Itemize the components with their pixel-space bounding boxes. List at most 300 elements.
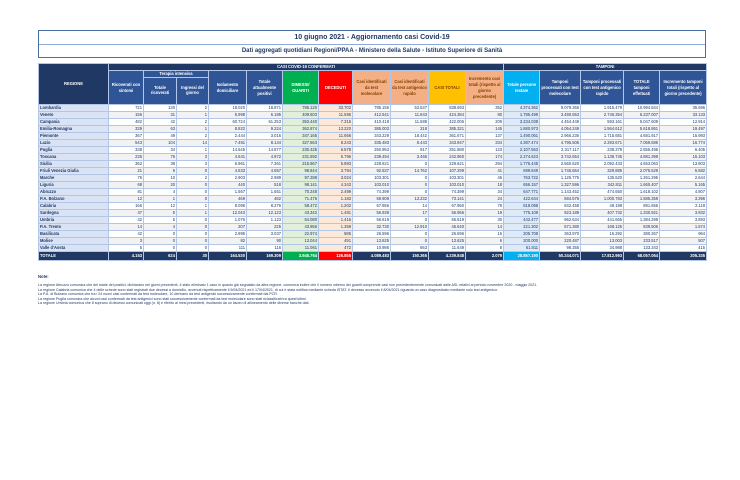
value-cell: 4 <box>144 189 177 196</box>
report-subtitle: Dati aggregati quotidiani Regioni/PPAA - Ministero della Salute - Istituto Superiore di Sanità <box>241 48 503 54</box>
value-cell: 2 <box>177 175 209 182</box>
group-header-icu: Terapia intensiva <box>144 71 209 78</box>
value-cell: 1.567 <box>209 189 247 196</box>
value-cell: 2.444 <box>209 133 247 140</box>
value-cell: 339 <box>109 126 144 133</box>
value-cell: 7.491 <box>209 140 247 147</box>
table-row <box>39 168 707 175</box>
value-cell: 1.585.359 <box>624 196 660 203</box>
value-cell: 923.189 <box>540 210 581 217</box>
region-name-cell: Emilia-Romagna <box>39 126 109 133</box>
value-cell: 53.537 <box>391 105 429 112</box>
value-cell: 20 <box>144 182 177 189</box>
note-line: La regione Calabria comunica che 4 delle schede sono stati registrati due decessi a domicilio, avvenuti rispettivamente il 9/04/2021 ed il 17/04/2021, di cui è stata notifica mediante scheda ISTAT. Il decesso avvenuto il 8/04/2021 riguarda un caso diagnosticato mediante solo test antigenico. <box>38 287 498 292</box>
value-cell: 98.355 <box>540 245 581 252</box>
value-cell: 98.844 <box>283 168 319 175</box>
value-cell: 92.537 <box>353 168 391 175</box>
value-cell: 19.497 <box>660 126 707 133</box>
col-header-incremento-casi: Incremento casi totali (rispetto al giorno precedente) <box>466 71 504 105</box>
region-name-cell: Veneto <box>39 112 109 119</box>
value-cell: 34 <box>144 147 177 154</box>
col-header-casi-molecolare: Casi identificati da test molecolare <box>353 71 391 105</box>
value-cell: 18.442 <box>391 133 429 140</box>
value-cell: 5.582 <box>660 168 707 175</box>
total-value-cell: 68.057.064 <box>624 252 660 261</box>
value-cell: 207 <box>209 224 247 231</box>
value-cell: 4.972 <box>247 154 283 161</box>
total-value-cell: 126.855 <box>319 252 353 261</box>
value-cell: 663 <box>391 245 429 252</box>
table-row <box>39 119 707 126</box>
value-cell: 242.960 <box>429 154 466 161</box>
value-cell: 4.795.505 <box>540 140 581 147</box>
value-cell: 1.660.407 <box>624 182 660 189</box>
value-cell: 469 <box>209 196 247 203</box>
value-cell: 13.232 <box>391 196 429 203</box>
value-cell: 6.185 <box>247 112 283 119</box>
table-row <box>39 224 707 231</box>
value-cell: 2 <box>177 119 209 126</box>
value-cell: 785.156 <box>353 105 391 112</box>
value-cell: 2.274.623 <box>504 154 540 161</box>
value-cell: 200.000 <box>504 238 540 245</box>
value-cell: 209 <box>466 119 504 126</box>
col-header-persone-testate: Totale persone testate <box>504 71 540 105</box>
value-cell: 472 <box>319 245 353 252</box>
value-cell: 671.380 <box>540 224 581 231</box>
table-row <box>39 238 707 245</box>
value-cell: 3.742.654 <box>540 154 581 161</box>
note-line: La regione Puglia comunica che alcuni casi confermati da test antigenici sono stati successivamente confermati da test molecolare sono stati riclassificati tra quest'ultimi. <box>38 296 307 301</box>
value-cell: 0 <box>144 238 177 245</box>
value-cell: 1.000.783 <box>581 196 624 203</box>
value-cell: 49.198 <box>581 203 624 210</box>
value-cell: 380.267 <box>624 231 660 238</box>
value-cell: 10.994.844 <box>624 105 660 112</box>
value-cell: 1.183 <box>319 196 353 203</box>
value-cell: 338 <box>109 147 144 154</box>
value-cell: 145 <box>466 126 504 133</box>
value-cell: 47 <box>109 210 144 217</box>
value-cell: 26.596 <box>429 231 466 238</box>
value-cell: 1.359 <box>319 224 353 231</box>
col-header-isolamento: Isolamento domiciliare <box>209 71 247 105</box>
value-cell: 11.588 <box>391 119 429 126</box>
value-cell: 1.915.479 <box>581 105 624 112</box>
value-cell: 0 <box>177 168 209 175</box>
value-cell: 699.849 <box>504 168 540 175</box>
value-cell: 334 <box>466 140 504 147</box>
region-name-cell: Valle d'Aosta <box>39 245 109 252</box>
value-cell: 1 <box>177 112 209 119</box>
value-cell: 8.243 <box>319 140 353 147</box>
value-cell: 1.481 <box>319 210 353 217</box>
value-cell: 13.803 <box>660 161 707 168</box>
value-cell: 1 <box>177 203 209 210</box>
value-cell: 16.774 <box>660 140 707 147</box>
value-cell: 818.098 <box>504 203 540 210</box>
value-cell: 0 <box>177 196 209 203</box>
value-cell: 251.880 <box>429 147 466 154</box>
col-header-deceduti: DECEDUTI <box>319 71 353 105</box>
value-cell: 964 <box>660 231 707 238</box>
col-header-tamponi-antigenico: Tamponi processati con test antigenico rapido <box>581 71 624 105</box>
value-cell: 220.487 <box>540 238 581 245</box>
value-cell: 33.702 <box>319 105 353 112</box>
value-cell: 327.563 <box>283 140 319 147</box>
value-cell: 385.003 <box>353 126 391 133</box>
value-cell: 1.776.445 <box>504 161 540 168</box>
value-cell: 22.974 <box>283 231 319 238</box>
value-cell: 205.708 <box>504 231 540 238</box>
total-value-cell: 3.945.764 <box>283 252 319 261</box>
region-name-cell: Marche <box>39 175 109 182</box>
table-row <box>39 196 707 203</box>
value-cell: 407.732 <box>581 210 624 217</box>
value-cell: 4.454.449 <box>540 119 581 126</box>
total-value-cell: 30 <box>177 252 209 261</box>
region-name-cell: Puglia <box>39 147 109 154</box>
value-cell: 3.024 <box>319 175 353 182</box>
value-cell: 342.811 <box>581 182 624 189</box>
value-cell: 30 <box>466 217 504 224</box>
value-cell: 5.618.861 <box>624 126 660 133</box>
value-cell: 230.425 <box>283 147 319 154</box>
value-cell: 70.248 <box>283 189 319 196</box>
value-cell: 78 <box>466 203 504 210</box>
total-value-cell: 28.867.190 <box>504 252 540 261</box>
total-value-cell: 4.089.483 <box>353 252 391 261</box>
value-cell: 221.302 <box>504 224 540 231</box>
col-header-ingressi: Ingressi del giorno <box>177 78 209 105</box>
value-cell: 111 <box>209 245 247 252</box>
value-cell: 135.520 <box>581 175 624 182</box>
note-line: La P.A. di Bolzano comunica che tra i 24 nuovi casi confermati da test molecolare, 10 derivano da test antigenici successivamente confermati dal PCR. <box>38 292 278 297</box>
value-cell: 9.079.365 <box>540 105 581 112</box>
col-header-casi-totali: CASI TOTALI <box>429 71 466 105</box>
value-cell: 440 <box>209 182 247 189</box>
value-cell: 6.237.007 <box>624 112 660 119</box>
value-cell: 19 <box>466 210 504 217</box>
report-sheet <box>38 30 706 305</box>
value-cell: 104 <box>144 140 177 147</box>
value-cell: 82 <box>209 238 247 245</box>
value-cell: 343.947 <box>429 140 466 147</box>
value-cell: 318 <box>391 126 429 133</box>
value-cell: 0 <box>391 217 429 224</box>
value-cell: 353.440 <box>283 119 319 126</box>
value-cell: 90 <box>247 238 283 245</box>
value-cell: 1.651 <box>247 189 283 196</box>
value-cell: 16.292 <box>581 231 624 238</box>
total-value-cell: 50.244.071 <box>540 252 581 261</box>
table-row <box>39 203 707 210</box>
value-cell: 13.625 <box>429 238 466 245</box>
value-cell: 250.953 <box>353 147 391 154</box>
value-cell: 482 <box>247 196 283 203</box>
value-cell: 1.125.775 <box>540 175 581 182</box>
value-cell: 3.932 <box>660 210 707 217</box>
region-name-cell: Sardegna <box>39 210 109 217</box>
value-cell: 2.746.354 <box>581 112 624 119</box>
value-cell: 166 <box>109 203 144 210</box>
value-cell: 14 <box>466 224 504 231</box>
value-cell: 3.794 <box>319 168 353 175</box>
value-cell: 26.596 <box>353 231 391 238</box>
value-cell: 14.877 <box>247 147 283 154</box>
value-cell: 2 <box>177 105 209 112</box>
value-cell: 962.634 <box>540 217 581 224</box>
value-cell: 13.044 <box>283 238 319 245</box>
value-cell: 6.796 <box>319 154 353 161</box>
value-cell: 347.165 <box>283 133 319 140</box>
value-cell: 38 <box>144 161 177 168</box>
value-cell: 1.416 <box>319 217 353 224</box>
col-header-incremento-tamponi: Incremento tamponi totali (rispetto al giorno precedente) <box>660 71 707 105</box>
value-cell: 0 <box>391 238 429 245</box>
value-cell: 0 <box>177 182 209 189</box>
value-cell: 1 <box>177 210 209 217</box>
value-cell: 11.649 <box>429 245 466 252</box>
table-row <box>39 175 707 182</box>
group-header-confirmed: CASI COVID-19 CONFERMATI <box>109 64 504 71</box>
value-cell: 441.665 <box>581 217 624 224</box>
value-cell: 585 <box>319 231 353 238</box>
value-cell: 362 <box>109 161 144 168</box>
value-cell: 3.490.653 <box>540 112 581 119</box>
value-cell: 156 <box>109 112 144 119</box>
value-cell: 18.020 <box>209 105 247 112</box>
value-cell: 54.080 <box>283 217 319 224</box>
region-name-cell: Friuli Venezia Giulia <box>39 168 109 175</box>
value-cell: 2.118 <box>660 203 707 210</box>
value-cell: 43.342 <box>283 210 319 217</box>
value-cell: 60.724 <box>209 119 247 126</box>
value-cell: 174 <box>466 154 504 161</box>
table-row <box>39 133 707 140</box>
region-name-cell: P.A. Bolzano <box>39 196 109 203</box>
col-header-regione: REGIONE <box>39 64 109 105</box>
value-cell: 46 <box>466 175 504 182</box>
region-name-cell: Basilicata <box>39 231 109 238</box>
col-header-ricoverati: Ricoverati con sintomi <box>109 71 144 105</box>
value-cell: 8.822 <box>209 126 247 133</box>
value-cell: 8.096 <box>209 203 247 210</box>
value-cell: 133.343 <box>624 245 660 252</box>
value-cell: 17 <box>391 210 429 217</box>
value-cell: 838.693 <box>429 105 466 112</box>
value-cell: 3.396 <box>660 196 707 203</box>
value-cell: 34.988 <box>581 245 624 252</box>
value-cell: 107.299 <box>429 168 466 175</box>
value-cell: 363.970 <box>540 231 581 238</box>
value-cell: 352 <box>466 105 504 112</box>
region-name-cell: Calabria <box>39 203 109 210</box>
value-cell: 11.666 <box>319 133 353 140</box>
value-cell: 11.061 <box>283 245 319 252</box>
value-cell: 13.003 <box>581 238 624 245</box>
value-cell: 507 <box>660 238 707 245</box>
value-cell: 1.384.299 <box>624 217 660 224</box>
value-cell: 1.076 <box>209 217 247 224</box>
value-cell: 4.807 <box>660 189 707 196</box>
table-row <box>39 140 707 147</box>
value-cell: 24 <box>466 196 504 203</box>
col-header-attualmente-positivi: Totale attualmente positivi <box>247 71 283 105</box>
value-cell: 13.220 <box>319 126 353 133</box>
value-cell: 56.956 <box>429 210 466 217</box>
col-header-guariti: DIMESSI/ GUARITI <box>283 71 319 105</box>
report-title: 10 giugno 2021 - Aggiornamento casi Covid-19 <box>39 31 705 45</box>
value-cell: 67.956 <box>353 203 391 210</box>
value-cell: 58.472 <box>283 203 319 210</box>
value-cell: 474.650 <box>581 189 624 196</box>
value-cell: 424.384 <box>429 112 466 119</box>
value-cell: 4 <box>144 224 177 231</box>
value-cell: 14.545 <box>209 147 247 154</box>
value-cell: 0 <box>144 245 177 252</box>
value-cell: 103.301 <box>429 175 466 182</box>
value-cell: 3.466 <box>391 154 429 161</box>
value-cell: 12.910 <box>391 224 429 231</box>
value-cell: 0 <box>391 161 429 168</box>
col-header-tamponi-molecolare: Tamponi processati con test molecolare <box>540 71 581 105</box>
value-cell: 647.771 <box>504 189 540 196</box>
value-cell: 10 <box>144 175 177 182</box>
value-cell: 4.054.249 <box>540 126 581 133</box>
value-cell: 32.730 <box>353 224 391 231</box>
value-cell: 410.418 <box>353 119 391 126</box>
value-cell: 80 <box>466 112 504 119</box>
total-value-cell: 2.079 <box>466 252 504 261</box>
value-cell: 228.621 <box>353 161 391 168</box>
value-cell: 409.603 <box>283 112 319 119</box>
value-cell: 4.641 <box>209 154 247 161</box>
value-cell: 1.564.612 <box>581 126 624 133</box>
value-cell: 5.893 <box>319 161 353 168</box>
value-cell: 3.016 <box>247 133 283 140</box>
value-cell: 8.144 <box>247 140 283 147</box>
value-cell: 1.674 <box>660 224 707 231</box>
value-cell: 5 <box>144 217 177 224</box>
value-cell: 2.560.620 <box>540 161 581 168</box>
value-cell: 2.995 <box>209 231 247 238</box>
value-cell: 137 <box>466 133 504 140</box>
value-cell: 34 <box>466 189 504 196</box>
group-header-tests: TAMPONI <box>504 64 707 71</box>
value-cell: 2.966.236 <box>540 133 581 140</box>
value-cell: 422.006 <box>429 119 466 126</box>
value-cell: 5 <box>109 245 144 252</box>
value-cell: 775.109 <box>504 210 540 217</box>
value-cell: 12 <box>144 203 177 210</box>
value-cell: 61.253 <box>247 119 283 126</box>
notes-lines <box>38 283 706 305</box>
table-row <box>39 105 707 112</box>
value-cell: 4.633 <box>209 168 247 175</box>
value-cell: 3.893 <box>660 217 707 224</box>
value-cell: 67.950 <box>429 203 466 210</box>
value-cell: 2.989 <box>247 175 283 182</box>
value-cell: 2.293.671 <box>581 140 624 147</box>
total-value-cell: 624 <box>144 252 177 261</box>
value-cell: 5.047.609 <box>624 119 660 126</box>
region-name-cell: Umbria <box>39 217 109 224</box>
value-cell: 74.399 <box>353 189 391 196</box>
value-cell: 763.722 <box>504 175 540 182</box>
value-cell: 543 <box>109 140 144 147</box>
value-cell: 42 <box>144 119 177 126</box>
value-cell: 2.555.496 <box>624 147 660 154</box>
value-cell: 56.619 <box>353 217 391 224</box>
value-cell: 335.483 <box>353 140 391 147</box>
table-body <box>39 105 707 261</box>
value-cell: 294 <box>466 161 504 168</box>
value-cell: 1.490.061 <box>504 133 540 140</box>
value-cell: 1.745.664 <box>540 168 581 175</box>
value-cell: 4.681.917 <box>624 133 660 140</box>
value-cell: 42 <box>109 217 144 224</box>
value-cell: 21 <box>109 168 144 175</box>
value-cell: 482 <box>109 119 144 126</box>
value-cell: 1.138.745 <box>581 154 624 161</box>
value-cell: 0 <box>177 245 209 252</box>
value-cell: 2.644 <box>660 175 707 182</box>
region-name-cell: P.A. Trento <box>39 224 109 231</box>
value-cell: 4.343 <box>319 182 353 189</box>
region-name-cell: Toscana <box>39 154 109 161</box>
value-cell: 3 <box>177 154 209 161</box>
value-cell: 238.379 <box>581 147 624 154</box>
covid-data-table <box>38 63 707 261</box>
value-cell: 14 <box>391 203 429 210</box>
value-cell: 56.939 <box>353 210 391 217</box>
total-value-cell: 4.239.848 <box>429 252 466 261</box>
value-cell: 74.399 <box>429 189 466 196</box>
value-cell: 6.578 <box>319 147 353 154</box>
value-cell: 116 <box>247 245 283 252</box>
value-cell: 4.657 <box>247 168 283 175</box>
value-cell: 59.909 <box>353 196 391 203</box>
value-cell: 0 <box>391 182 429 189</box>
value-cell: 42 <box>109 231 144 238</box>
value-cell: 8 <box>466 245 504 252</box>
value-cell: 3 <box>109 238 144 245</box>
total-value-cell: 150.365 <box>391 252 429 261</box>
note-line: La regione Abruzzo comunica che del totale dei positivi, dichiarano nei giorni precedenti, 4 stato eliminato 1 caso in quanto già segnalato da altra regione, comunica inoltre che il numero odierno dei guariti comprende casi non precedentemente comunicati dalle ASL relativi al periodo novembre 2020 - maggio 2021. <box>38 283 538 288</box>
value-cell: 71.476 <box>283 196 319 203</box>
value-cell: 842.458 <box>540 203 581 210</box>
value-cell: 0 <box>177 224 209 231</box>
value-cell: 235 <box>109 154 144 161</box>
value-cell: 839.506 <box>624 224 660 231</box>
value-cell: 4.653.063 <box>624 161 660 168</box>
value-cell: 1.143.452 <box>540 189 581 196</box>
value-cell: 168.126 <box>581 224 624 231</box>
table-row <box>39 245 707 252</box>
value-cell: 917 <box>391 147 429 154</box>
value-cell: 130 <box>144 105 177 112</box>
value-cell: 14.762 <box>391 168 429 175</box>
region-name-cell: Molise <box>39 238 109 245</box>
value-cell: 343.229 <box>353 133 391 140</box>
value-cell: 1.618.102 <box>624 189 660 196</box>
total-value-cell: 17.812.993 <box>581 252 624 261</box>
table-row <box>39 147 707 154</box>
value-cell: 0 <box>391 189 429 196</box>
value-cell: 1.261.295 <box>624 175 660 182</box>
value-cell: 8.443 <box>391 140 429 147</box>
